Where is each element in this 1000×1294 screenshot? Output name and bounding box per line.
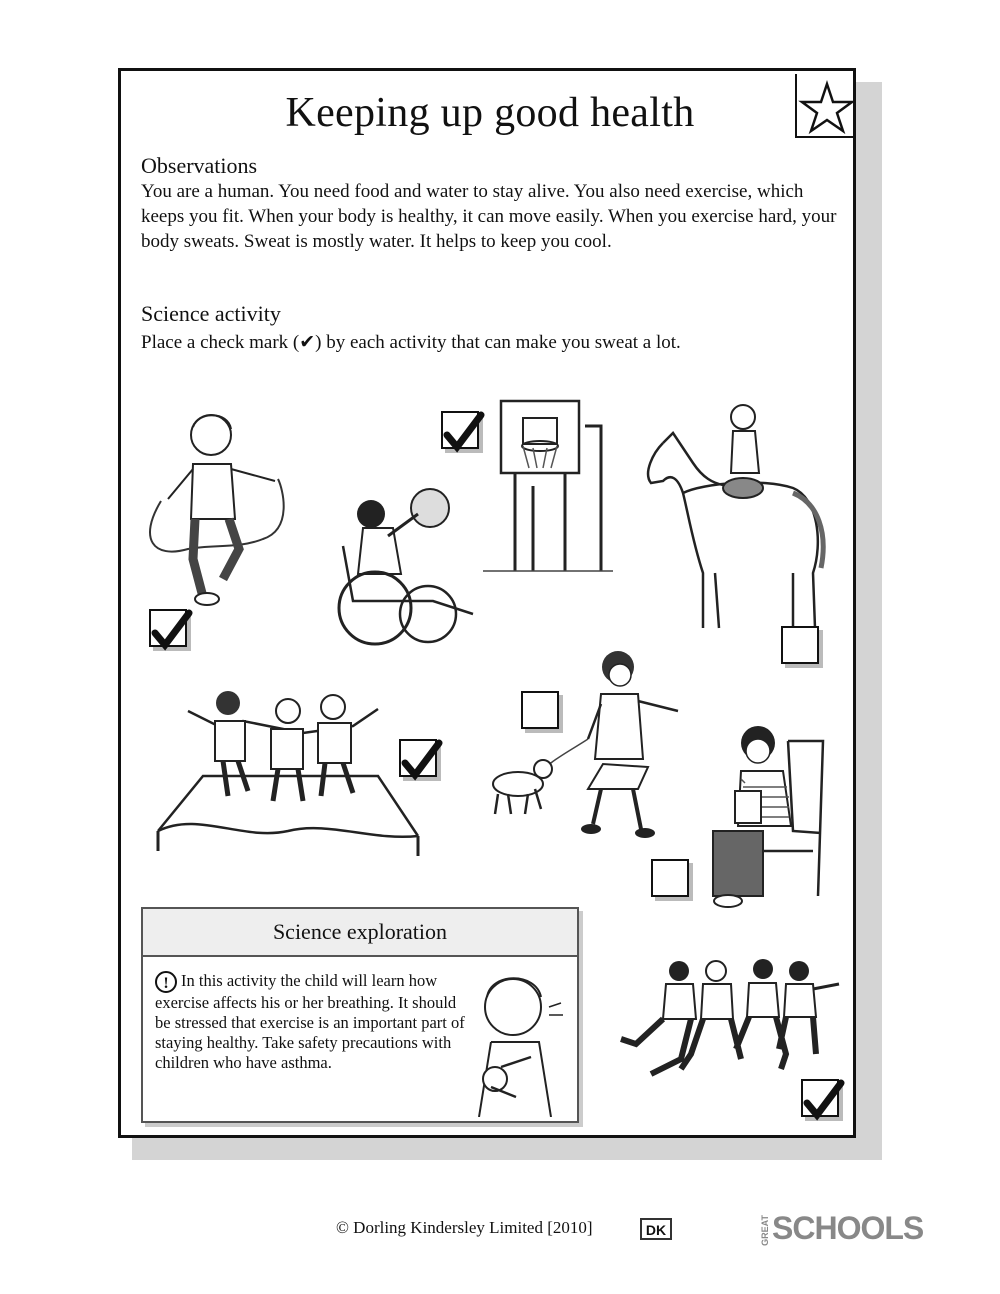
- checkbox-walking-dog[interactable]: [521, 691, 559, 729]
- checkbox-reading[interactable]: [651, 859, 689, 897]
- trampoline-illustration: [153, 681, 428, 871]
- checkbox-running[interactable]: [801, 1079, 839, 1117]
- dk-logo: DK: [640, 1218, 672, 1240]
- greatschools-logo: GREATSCHOOLS: [760, 1210, 924, 1246]
- exploration-text: [155, 971, 475, 1073]
- jump-rope-child-illustration: [143, 409, 293, 609]
- check-mark-icon: [399, 735, 443, 783]
- exploration-body: In this activity the child will learn how exercise affects his or her breathing. It should be stressed that exercise is an important part of staying healthy. Take safety precautions with children who have asthma.: [155, 971, 465, 1072]
- star-icon: [797, 74, 855, 136]
- horse-riding-illustration: [643, 403, 833, 633]
- checkbox-jumping-rope[interactable]: [149, 609, 187, 647]
- check-mark-icon: [149, 605, 193, 653]
- warning-icon: !: [155, 971, 177, 993]
- difficulty-star-badge: [795, 74, 855, 138]
- observations-heading: Observations: [141, 153, 258, 178]
- activity-instruction: Place a check mark (✔) by each activity that can make you sweat a lot.: [141, 332, 681, 353]
- activity-heading: Science activity: [141, 301, 281, 326]
- copyright-text: © Dorling Kindersley Limited [2010]: [336, 1218, 593, 1237]
- checkbox-trampoline[interactable]: [399, 739, 437, 777]
- checkbox-wheelchair-basketball[interactable]: [441, 411, 479, 449]
- child-checking-stopwatch-illustration: [461, 967, 569, 1117]
- check-mark-icon: [801, 1075, 845, 1123]
- observations-text: You are a human. You need food and water to stay alive. You also need exercise, which keeps you fit. When your body is healthy, it can move easily. When you exercise hard, your body sweats. Sweat is mostly water. It helps to keep you cool.: [141, 181, 837, 252]
- science-exploration-box: [141, 907, 579, 1123]
- child-reading-illustration: [703, 721, 833, 911]
- worksheet-page: [118, 68, 856, 1138]
- check-mark-icon: [441, 407, 485, 455]
- exploration-heading: Science exploration: [143, 909, 577, 957]
- checkbox-horse-riding[interactable]: [781, 626, 819, 664]
- page-title: Keeping up good health: [285, 90, 695, 136]
- girl-walking-dog-illustration: [483, 649, 688, 859]
